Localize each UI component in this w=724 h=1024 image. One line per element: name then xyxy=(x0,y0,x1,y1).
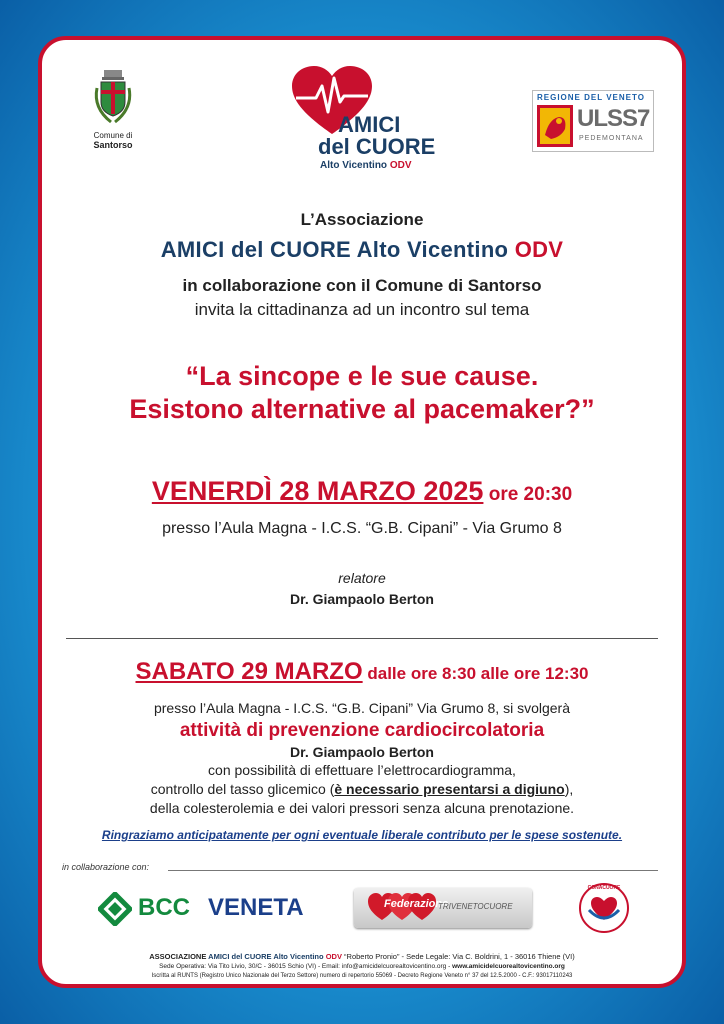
association-name-odv: ODV xyxy=(514,237,564,262)
comune-name: Santorso xyxy=(93,140,133,150)
veneta-label: VENETA xyxy=(208,894,304,921)
intro-line1: L’Associazione xyxy=(300,210,424,229)
event-theme xyxy=(42,360,682,426)
event2-date: SABATO 29 MARZO xyxy=(135,658,363,685)
theme-line2: Esistono alternative al pacemaker?” xyxy=(129,394,595,424)
event2-activity: attività di prevenzione cardiocircolatoria xyxy=(179,720,545,741)
amici-logo-line1: AMICI xyxy=(338,112,401,137)
collaboration-line xyxy=(168,870,658,871)
event1-time: ore 20:30 xyxy=(483,484,573,505)
poster xyxy=(38,36,686,988)
pedemontana-label: PEDEMONTANA xyxy=(579,135,644,142)
bcc-symbol-icon xyxy=(98,892,132,926)
footer-assoc-label: ASSOCIAZIONE xyxy=(149,952,209,961)
footer-line3: Iscritta al RUNTS (Registro Unico Nazionale del Terzo Settore) numero di repertorio 55069 - Decreto Regione Veneto n° 37 del 12.5.2000 - C.F.: 93017110243 xyxy=(151,973,573,979)
event2-time: dalle ore 8:30 alle ore 12:30 xyxy=(362,664,589,683)
speaker-name: Dr. Giampaolo Berton xyxy=(290,591,434,607)
glycemic-close: ), xyxy=(564,781,574,797)
event1-date: VENERDÌ 28 MARZO 2025 xyxy=(151,476,484,506)
conacuore-label: CONACUORE xyxy=(587,885,621,891)
amici-logo-line3 xyxy=(320,160,412,171)
footer-line2 xyxy=(42,963,682,970)
footer-website-link[interactable]: www.amicidelcuorealtovicentino.org xyxy=(452,963,565,970)
lion-san-marco-icon xyxy=(537,105,573,147)
comune-santorso-logo xyxy=(82,68,144,150)
association-name-main: AMICI del CUORE Alto Vicentino xyxy=(160,237,515,262)
event2-venue: presso l’Aula Magna - I.C.S. “G.B. Cipani” Via Grumo 8, si svolgerà xyxy=(153,700,570,716)
collaboration-label: in collaborazione con: xyxy=(62,862,150,872)
bcc-label: BCC xyxy=(138,894,190,921)
comune-crest-icon xyxy=(91,68,135,126)
association-name xyxy=(42,237,682,263)
footer-legal-address: “Roberto Pronio” - Sede Legale: Via C. Boldrini, 1 - 36016 Thiene (VI) xyxy=(341,952,575,961)
section-divider xyxy=(66,638,658,639)
ulss7-logo xyxy=(532,90,654,152)
glycemic-text: controllo del tasso glicemico ( xyxy=(150,781,335,797)
footer-assoc-odv: ODV xyxy=(325,952,342,961)
federazione-triveneto-logo xyxy=(354,888,532,928)
event1-venue: presso l’Aula Magna - I.C.S. “G.B. Cipani” - Via Grumo 8 xyxy=(162,520,562,537)
event1-datetime xyxy=(42,476,682,507)
bcc-veneta-logo xyxy=(98,890,318,926)
ulss-label: ULSS7 xyxy=(577,105,650,132)
event2-detail-line3: della colesterolemia e dei valori pressori senza alcuna prenotazione. xyxy=(149,800,575,816)
conacuore-logo xyxy=(579,880,629,936)
amici-del-cuore-logo xyxy=(282,66,452,176)
event2-doctor: Dr. Giampaolo Berton xyxy=(290,744,434,760)
amici-logo-odv: ODV xyxy=(389,160,412,171)
event2-detail-line1: con possibilità di effettuare l’elettrocardiogramma, xyxy=(208,762,516,778)
federazione-label: Federazione xyxy=(384,898,449,910)
footer-operational-address: Sede Operativa: Via Tito Livio, 30/C - 36015 Schio (VI) - Email: info@amicidelcuorealtovicentino.org - xyxy=(159,963,453,970)
footer-assoc-name: AMICI del CUORE Alto Vicentino xyxy=(208,952,326,961)
theme-line1: “La sincope e le sue cause. xyxy=(185,361,539,391)
fasting-notice: è necessario presentarsi a digiuno xyxy=(334,781,565,797)
regione-veneto-label: REGIONE DEL VENETO xyxy=(537,93,645,102)
triveneto-label: TRIVENETOCUORE xyxy=(438,902,513,911)
amici-logo-line2: del CUORE xyxy=(318,134,436,159)
footer-line1 xyxy=(42,952,682,961)
speaker-label: relatore xyxy=(338,570,386,586)
intro-collaboration: in collaborazione con il Comune di Santorso xyxy=(182,276,542,295)
comune-label: Comune di xyxy=(93,131,133,140)
event2-detail-line2 xyxy=(42,781,682,797)
intro-invite: invita la cittadinanza ad un incontro sul tema xyxy=(194,300,530,319)
event2-datetime xyxy=(42,658,682,686)
amici-logo-area: Alto Vicentino xyxy=(320,160,390,171)
thanks-note: Ringraziamo anticipatamente per ogni eventuale liberale contributo per le spese sostenute. xyxy=(101,828,623,842)
